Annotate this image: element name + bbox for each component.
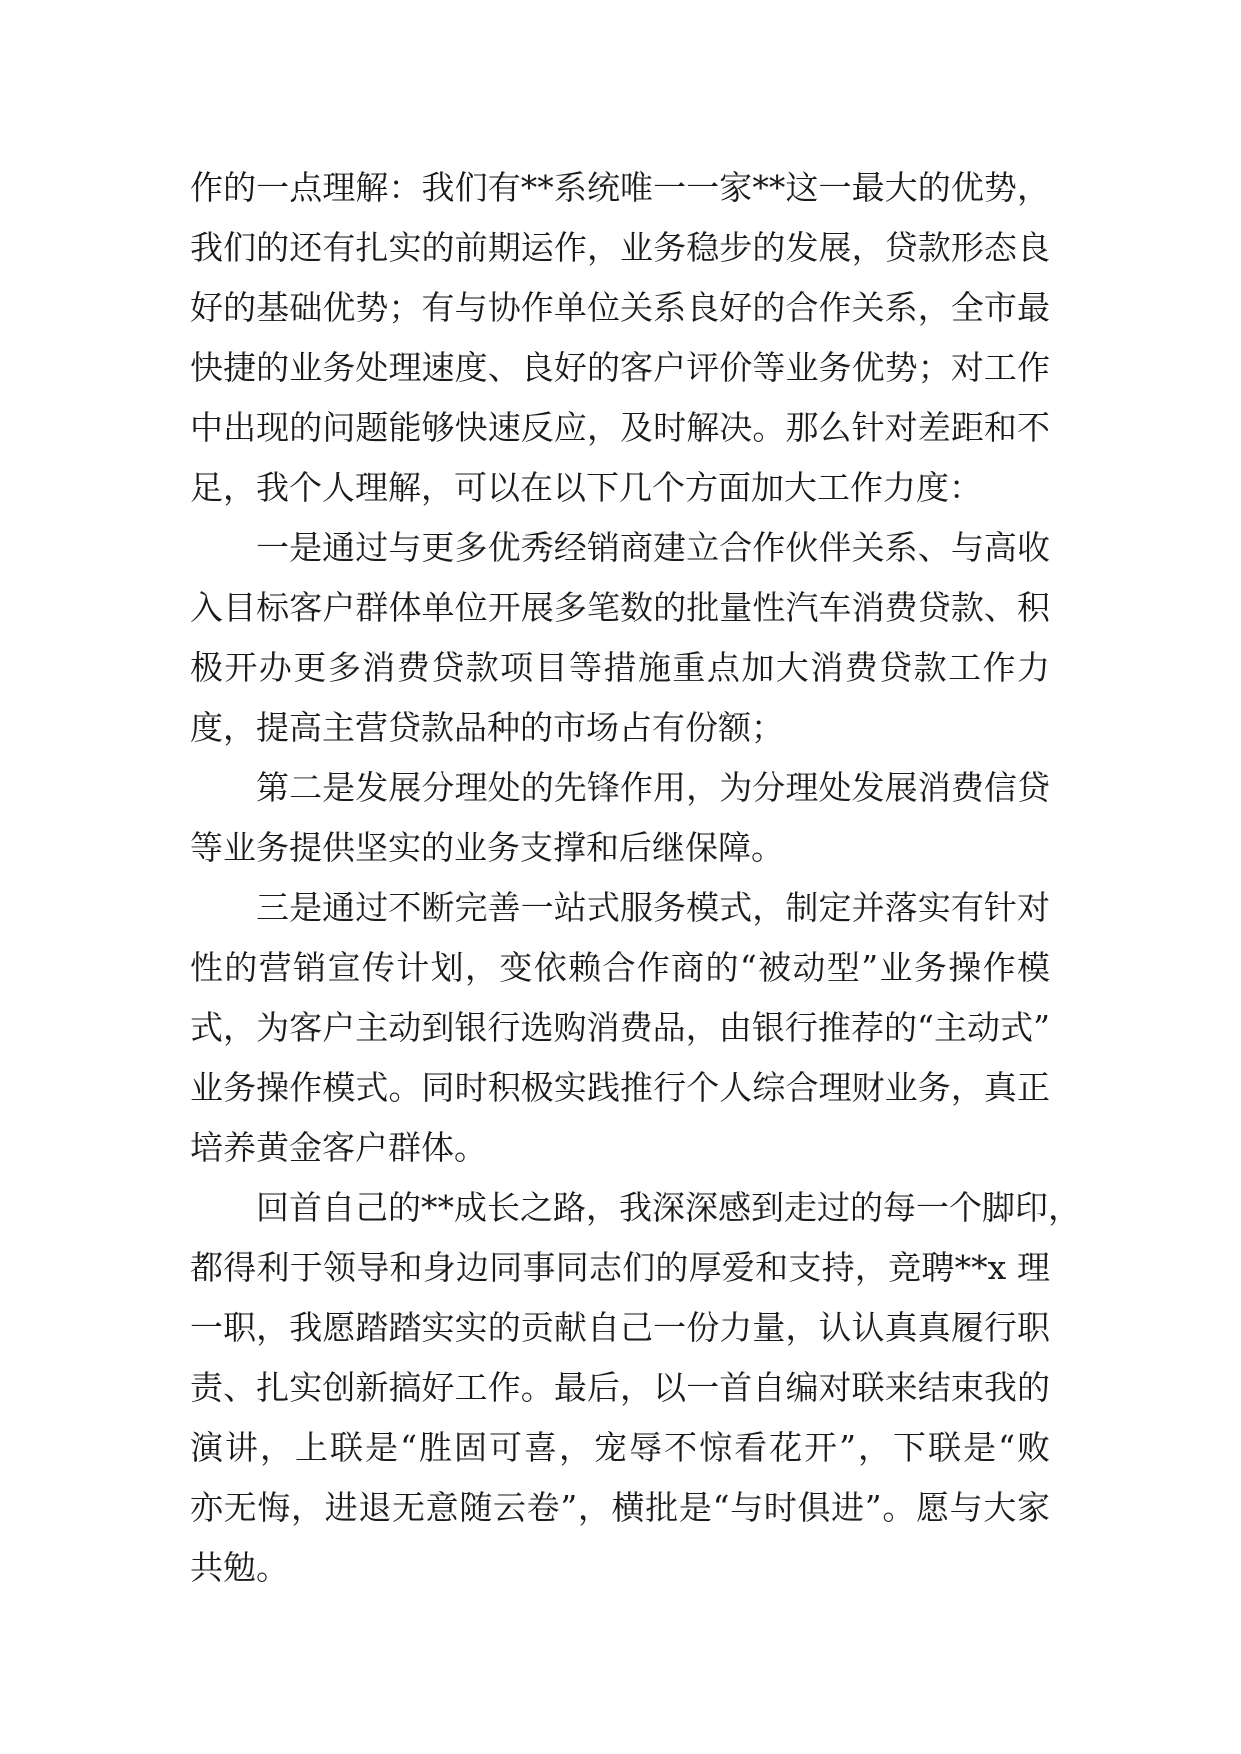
text-line: 作的一点理解：我们有**系统唯一一家**这一最大的优势， — [190, 168, 1050, 207]
text-line: 演讲，上联是“胜固可喜，宠辱不惊看花开”，下联是“败 — [190, 1428, 1050, 1467]
text-line: 入目标客户群体单位开展多笔数的批量性汽车消费贷款、积 — [190, 588, 1050, 627]
text-line: 都得利于领导和身边同事同志们的厚爱和支持，竞聘**x 理 — [190, 1248, 1050, 1287]
paragraph — [190, 518, 1050, 758]
text-line: 一是通过与更多优秀经销商建立合作伙伴关系、与高收 — [256, 528, 1050, 567]
text-line: 亦无悔，进退无意随云卷”，横批是“与时俱进”。愿与大家 — [190, 1488, 1050, 1527]
text-line: 责、扎实创新搞好工作。最后，以一首自编对联来结束我的 — [190, 1368, 1050, 1407]
paragraph — [190, 158, 1050, 518]
text-line: 极开办更多消费贷款项目等措施重点加大消费贷款工作力 — [190, 648, 1050, 687]
text-line: 等业务提供坚实的业务支撑和后继保障。 — [190, 828, 784, 867]
text-line: 第二是发展分理处的先锋作用，为分理处发展消费信贷 — [256, 768, 1050, 807]
document-body — [190, 158, 1081, 1598]
text-line: 业务操作模式。同时积极实践推行个人综合理财业务，真正 — [190, 1068, 1050, 1107]
text-line: 好的基础优势；有与协作单位关系良好的合作关系，全市最 — [190, 288, 1050, 327]
text-line: 中出现的问题能够快速反应，及时解决。那么针对差距和不 — [190, 408, 1050, 447]
text-line: 我们的还有扎实的前期运作，业务稳步的发展，贷款形态良 — [190, 228, 1050, 267]
text-line: 一职，我愿踏踏实实的贡献自己一份力量，认认真真履行职 — [190, 1308, 1050, 1347]
text-line: 共勉。 — [190, 1548, 289, 1587]
text-line: 式，为客户主动到银行选购消费品，由银行推荐的“主动式” — [190, 1008, 1050, 1047]
paragraph — [190, 758, 1050, 878]
text-line: 足，我个人理解，可以在以下几个方面加大工作力度： — [190, 468, 982, 507]
text-line: 培养黄金客户群体。 — [190, 1128, 487, 1167]
text-line: 回首自己的**成长之路，我深深感到走过的每一个脚印， — [256, 1188, 1081, 1227]
paragraph — [190, 1178, 1081, 1598]
text-line: 快捷的业务处理速度、良好的客户评价等业务优势；对工作 — [190, 348, 1050, 387]
paragraph — [190, 878, 1050, 1178]
text-line: 性的营销宣传计划，变依赖合作商的“被动型”业务操作模 — [190, 948, 1050, 987]
text-line: 三是通过不断完善一站式服务模式，制定并落实有针对 — [256, 888, 1050, 927]
text-line: 度，提高主营贷款品种的市场占有份额； — [190, 708, 784, 747]
